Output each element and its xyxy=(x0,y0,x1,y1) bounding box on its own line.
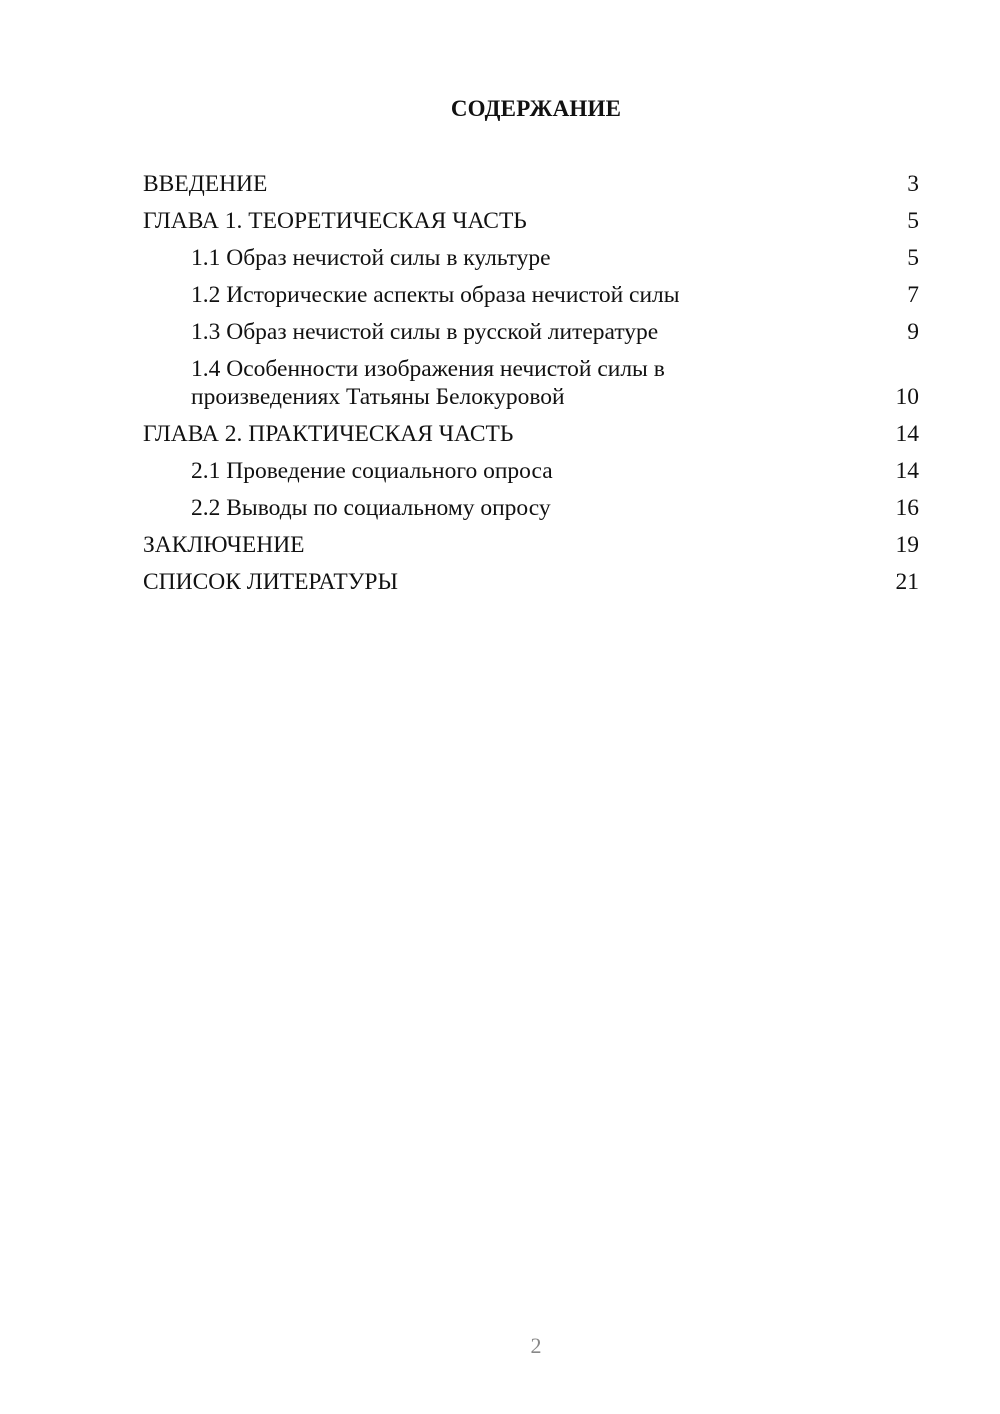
toc-entry-conclusion xyxy=(143,531,919,559)
toc-entry-bibliography xyxy=(143,568,919,596)
toc-entry-page: 10 xyxy=(895,384,919,410)
toc-entry-page: 16 xyxy=(895,495,919,521)
toc-entry-section-1-3 xyxy=(143,318,919,346)
toc-entry-label: 1.2 Исторические аспекты образа нечистой силы xyxy=(191,282,680,308)
toc-entry-page: 5 xyxy=(907,208,919,234)
page-number: 2 xyxy=(530,1333,542,1358)
toc-entry-label: ЗАКЛЮЧЕНИЕ xyxy=(143,532,305,558)
toc-entry-label: ГЛАВА 2. ПРАКТИЧЕСКАЯ ЧАСТЬ xyxy=(143,421,514,447)
toc-entry-chapter-2 xyxy=(143,420,919,448)
toc-entry-section-2-2 xyxy=(143,494,919,522)
toc-entry-label: 2.2 Выводы по социальному опросу xyxy=(191,495,551,521)
toc-entry-page: 14 xyxy=(895,421,919,447)
toc-entry-label: 1.4 Особенности изображения нечистой силы в произведениях Татьяны Белокуровой xyxy=(191,356,665,410)
toc-entry-page: 5 xyxy=(907,245,919,271)
toc-entry-label: 1.3 Образ нечистой силы в русской литературе xyxy=(191,319,659,345)
toc-entry-label: 1.1 Образ нечистой силы в культуре xyxy=(191,245,551,271)
toc-entry-label: ГЛАВА 1. ТЕОРЕТИЧЕСКАЯ ЧАСТЬ xyxy=(143,208,527,234)
toc-entry-page: 21 xyxy=(895,569,919,595)
toc-entry-label: СПИСОК ЛИТЕРАТУРЫ xyxy=(143,569,398,595)
toc-entry-page: 3 xyxy=(907,171,919,197)
toc-entry-page: 7 xyxy=(907,282,919,308)
toc-entry-section-1-1 xyxy=(143,244,919,272)
toc-entry-page: 19 xyxy=(895,532,919,558)
toc-entry-section-1-4 xyxy=(143,355,919,411)
toc-entry-introduction xyxy=(143,170,919,198)
toc-entry-label: 2.1 Проведение социального опроса xyxy=(191,458,553,484)
toc-entry-page: 14 xyxy=(895,458,919,484)
page-title: СОДЕРЖАНИЕ xyxy=(450,96,622,121)
table-of-contents xyxy=(143,170,919,605)
toc-entry-chapter-1 xyxy=(143,207,919,235)
toc-entry-section-2-1 xyxy=(143,457,919,485)
toc-entry-page: 9 xyxy=(907,319,919,345)
toc-entry-label: ВВЕДЕНИЕ xyxy=(143,171,268,197)
toc-entry-section-1-2 xyxy=(143,281,919,309)
